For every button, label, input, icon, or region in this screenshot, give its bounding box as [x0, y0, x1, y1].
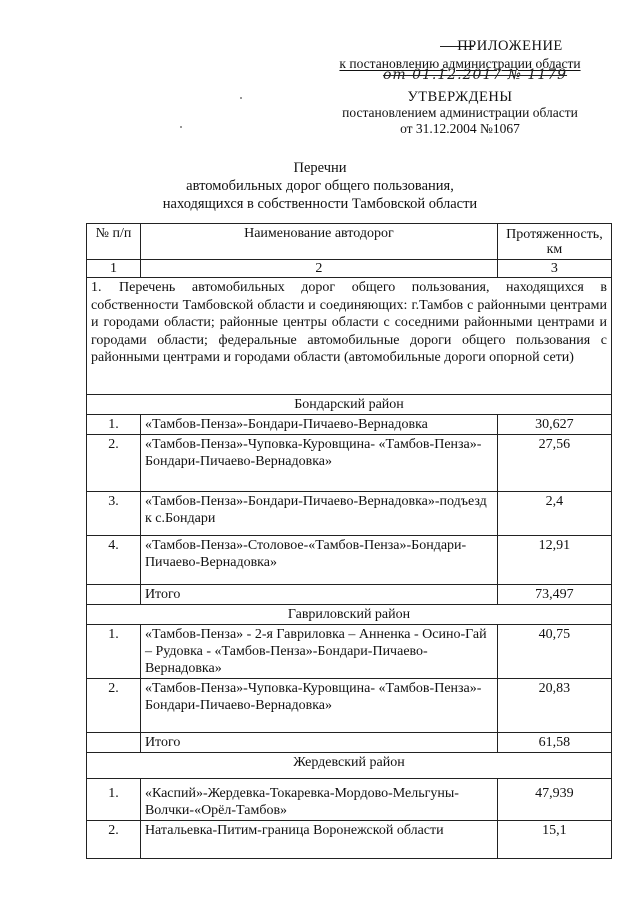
road-name: «Тамбов-Пенза»-Бондари-Пичаево-Вернадовка	[140, 415, 497, 435]
road-length: 15,1	[497, 821, 611, 859]
road-length: 12,91	[497, 536, 611, 585]
column-index-3: 3	[497, 260, 611, 278]
table-row	[87, 779, 612, 821]
district-row	[87, 395, 612, 415]
approved-date-label: от 31.12.2004 №1067	[400, 121, 520, 136]
total-empty-cell	[87, 733, 141, 753]
section-text: Перечень автомобильных дорог общего пользования, находящихся в собственности Тамбовской области и соединяющих: г.Тамбов с районными центрами и городами области; районные центры области с соседними районными центрами и городами области; федеральные автомобильные дороги общего пользования с районными центрами и городами области (автомобильные дороги опорной сети)	[91, 280, 607, 365]
row-number: 1.	[87, 415, 141, 435]
document-header	[300, 38, 620, 137]
to-resolution-label: к постановлению администрации области	[339, 56, 581, 71]
title-line-1: Перечни	[293, 160, 347, 176]
table-row	[87, 625, 612, 679]
district-name: Бондарский район	[87, 395, 612, 415]
total-label: Итого	[140, 733, 497, 753]
total-value: 73,497	[497, 585, 611, 605]
row-number: 2.	[87, 821, 141, 859]
district-row	[87, 753, 612, 779]
row-number: 4.	[87, 536, 141, 585]
table-row	[87, 679, 612, 733]
column-index-row	[87, 260, 612, 278]
row-number: 2.	[87, 679, 141, 733]
column-header-length: Протяженность, км	[497, 224, 611, 260]
approved-label: УТВЕРЖДЕНЫ	[407, 89, 513, 105]
table-row	[87, 492, 612, 536]
road-name: «Тамбов-Пенза» - 2-я Гавриловка – Анненка - Осино-Гай – Рудовка - «Тамбов-Пенза»-Бондари-Пичаево-Вернадовка»	[140, 625, 497, 679]
appendix-label: ПРИЛОЖЕНИЕ	[457, 38, 563, 54]
road-name: «Тамбов-Пенза»-Чуповка-Куровщина- «Тамбов-Пенза»-Бондари-Пичаево-Вернадовка»	[140, 679, 497, 733]
row-number: 1.	[87, 779, 141, 821]
road-length: 47,939	[497, 779, 611, 821]
district-row	[87, 605, 612, 625]
road-name: «Тамбов-Пенза»-Бондари-Пичаево-Вернадовка»-подъезд к с.Бондари	[140, 492, 497, 536]
table-row	[87, 821, 612, 859]
scan-speck	[180, 126, 182, 128]
district-name: Гавриловский район	[87, 605, 612, 625]
district-name: Жердевский район	[87, 753, 612, 779]
road-length: 20,83	[497, 679, 611, 733]
road-name: «Тамбов-Пенза»-Столовое-«Тамбов-Пенза»-Бондари-Пичаево-Вернадовка»	[140, 536, 497, 585]
approved-by-label: постановлением администрации области	[342, 105, 578, 120]
total-value: 61,58	[497, 733, 611, 753]
road-name: Натальевка-Питим-граница Воронежской области	[140, 821, 497, 859]
row-number: 1.	[87, 625, 141, 679]
road-name: «Тамбов-Пенза»-Чуповка-Куровщина- «Тамбов-Пенза»-Бондари-Пичаево-Вернадовка»	[140, 435, 497, 492]
table-row	[87, 435, 612, 492]
total-label: Итого	[140, 585, 497, 605]
section-description	[87, 278, 612, 395]
road-length: 30,627	[497, 415, 611, 435]
handwritten-resolution-number: от 01.12.2017 № 1179	[382, 67, 568, 83]
scan-speck	[240, 97, 242, 99]
road-length: 2,4	[497, 492, 611, 536]
column-index-1: 1	[87, 260, 141, 278]
column-header-name: Наименование автодорог	[140, 224, 497, 260]
road-length: 40,75	[497, 625, 611, 679]
title-line-2: автомобильных дорог общего пользования,	[186, 178, 454, 194]
section-row	[87, 278, 612, 395]
title-line-3: находящихся в собственности Тамбовской области	[162, 196, 478, 212]
road-length: 27,56	[497, 435, 611, 492]
row-number: 2.	[87, 435, 141, 492]
roads-table	[86, 223, 612, 859]
table-header-row	[87, 224, 612, 260]
total-empty-cell	[87, 585, 141, 605]
document-title	[150, 159, 490, 213]
road-name: «Каспий»-Жердевка-Токаревка-Мордово-Мельгуны-Волчки-«Орёл-Тамбов»	[140, 779, 497, 821]
row-number: 3.	[87, 492, 141, 536]
column-header-number: № п/п	[87, 224, 141, 260]
district-total-row	[87, 733, 612, 753]
table-row	[87, 536, 612, 585]
section-number: 1.	[91, 280, 102, 295]
table-row	[87, 415, 612, 435]
column-index-2: 2	[140, 260, 497, 278]
district-total-row	[87, 585, 612, 605]
